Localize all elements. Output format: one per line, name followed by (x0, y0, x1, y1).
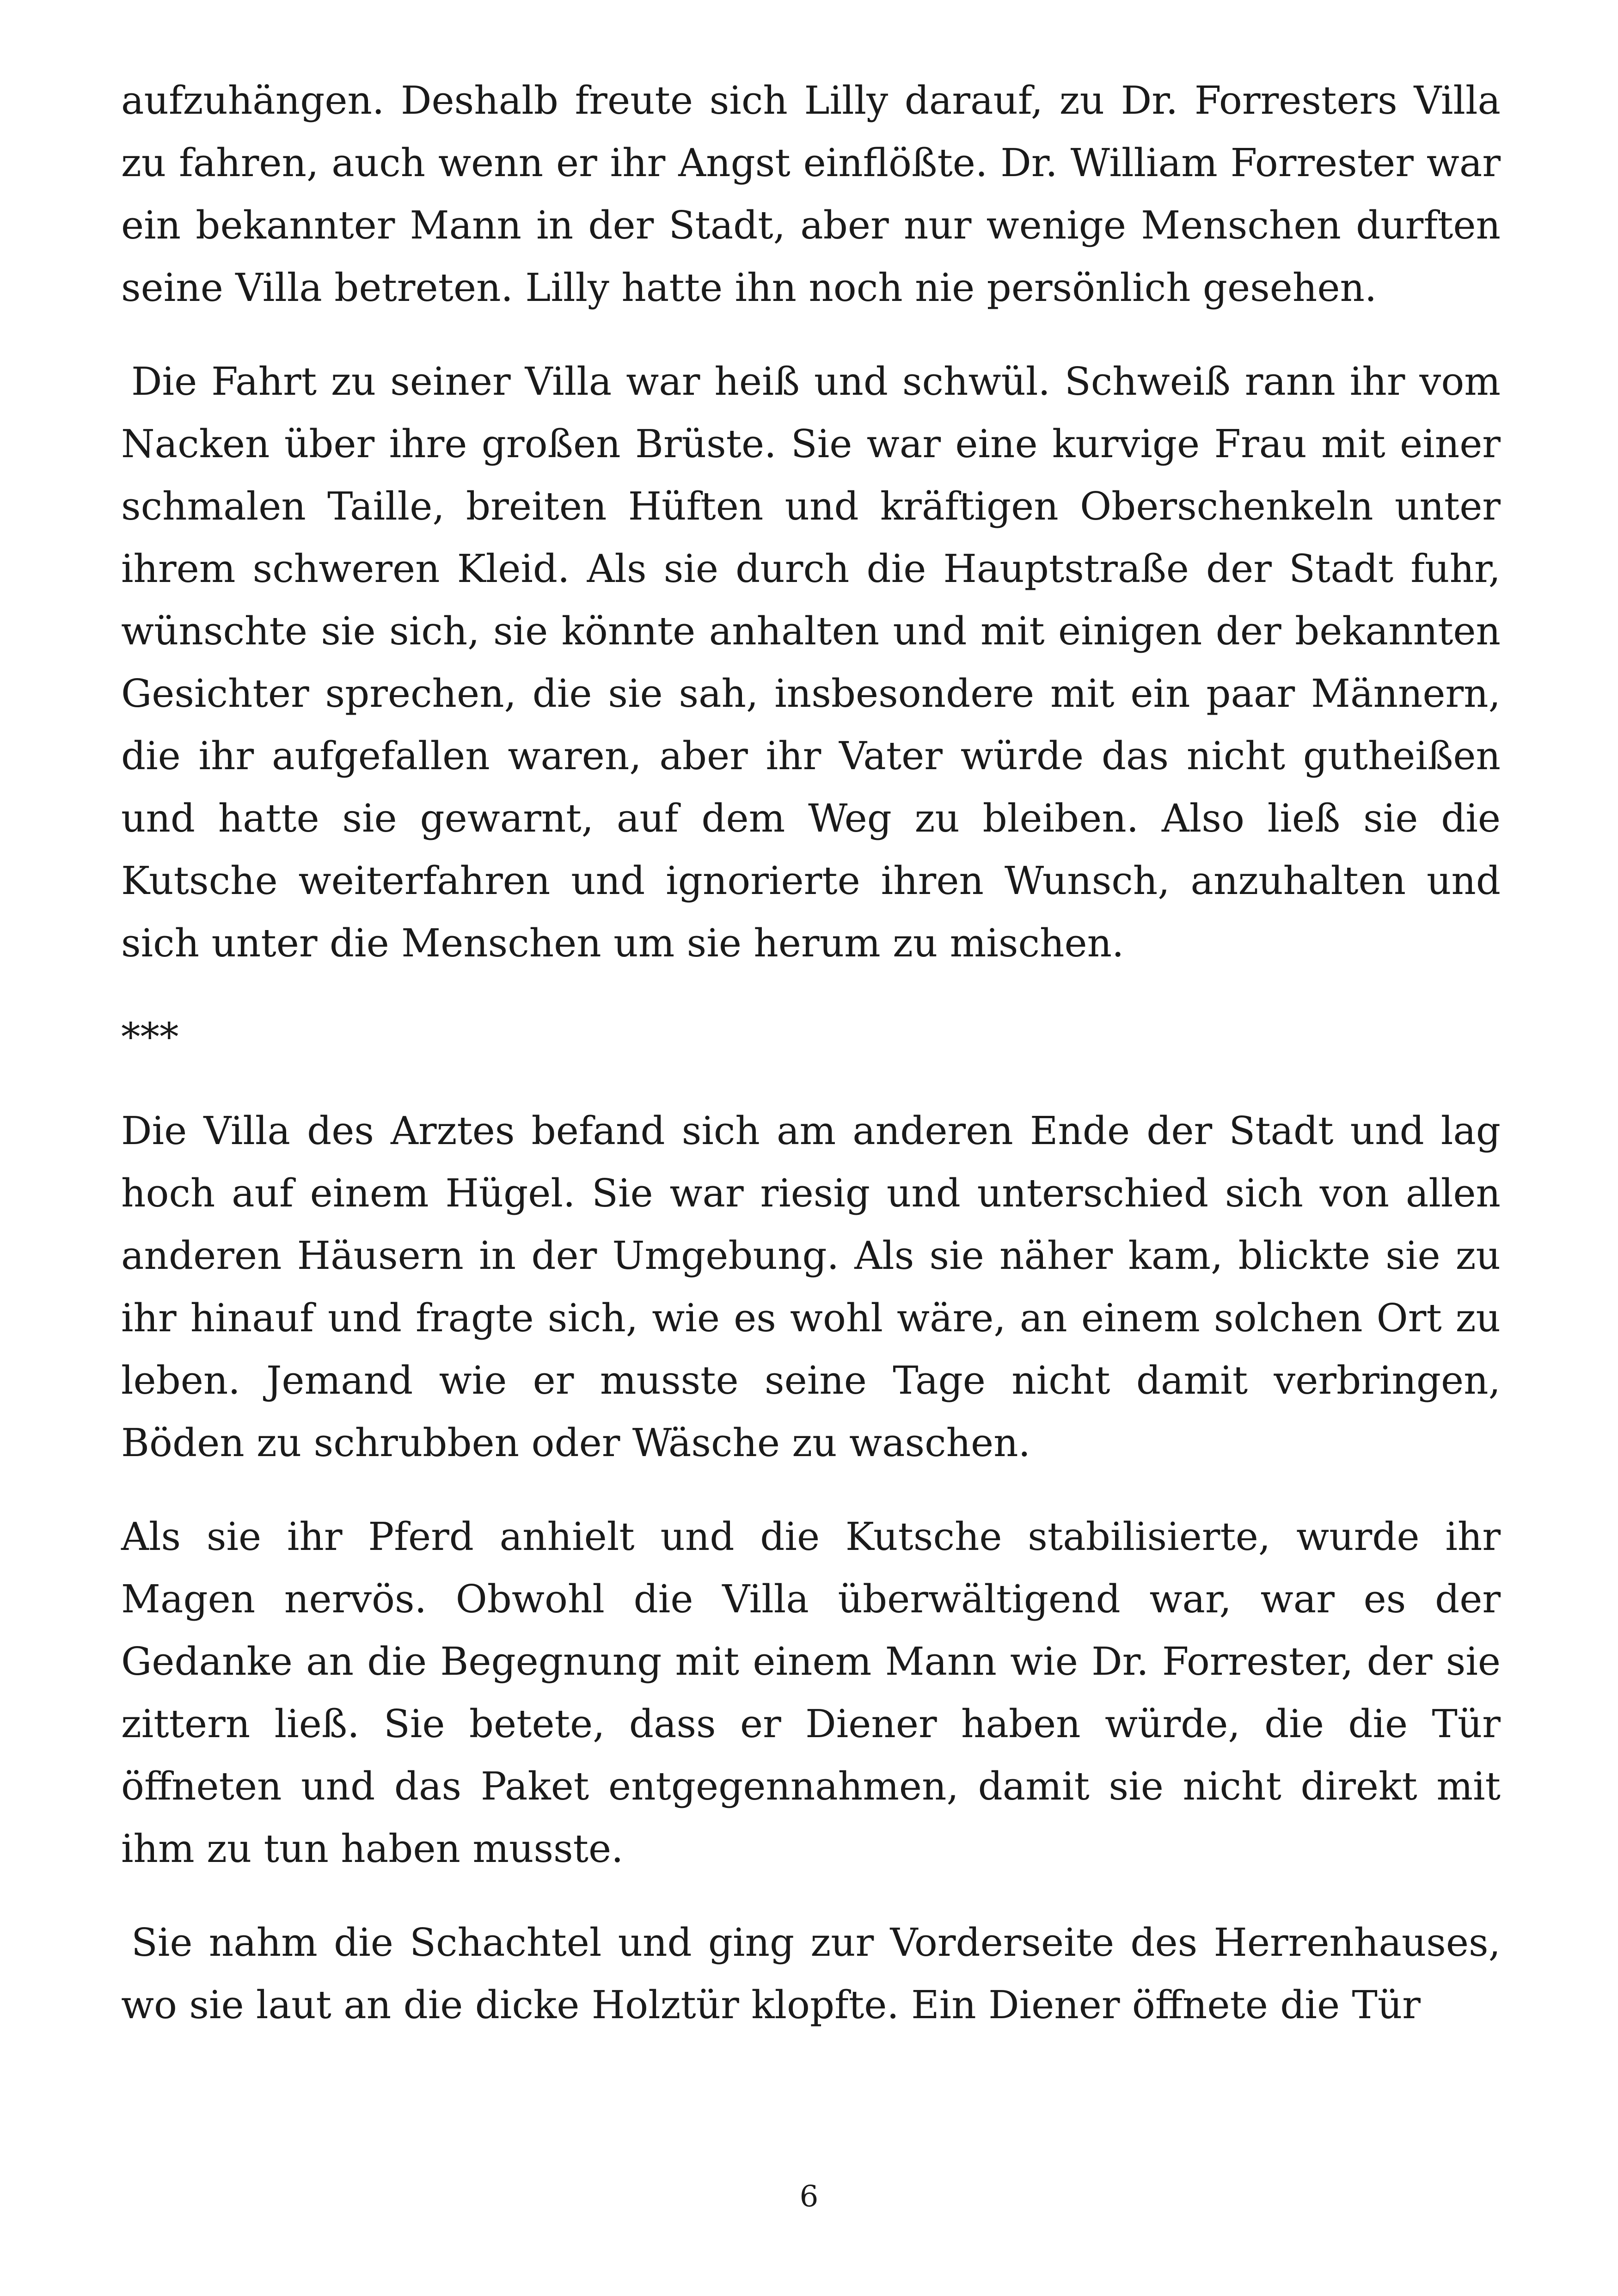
page-number: 6 (799, 2180, 819, 2214)
paragraph-5: Sie nahm die Schachtel und ging zur Vorderseite des Herrenhauses, wo sie laut an die dicke Holztür klopfte. Ein Diener öffnete die Tür (121, 1920, 1501, 2027)
paragraph-2: Die Fahrt zu seiner Villa war heiß und schwül. Schweiß rann ihr vom Nacken über ihre großen Brüste. Sie war eine kurvige Frau mit einer schmalen Taille, breiten Hüften und kräftigen Oberschenkeln unter ihrem schweren Kleid. Als sie durch die Hauptstraße der Stadt fuhr, wünschte sie sich, sie könnte anhalten und mit einigen der bekannten Gesichter sprechen, die sie sah, insbesondere mit ein paar Männern, die ihr aufgefallen waren, aber ihr Vater würde das nicht gutheißen und hatte sie gewarnt, auf dem Weg zu bleiben. Also ließ sie die Kutsche weiterfahren und ignorierte ihren Wunsch, anzuhalten und sich unter die Menschen um sie herum zu mischen. (121, 359, 1501, 966)
paragraph-1: aufzuhängen. Deshalb freute sich Lilly darauf, zu Dr. Forresters Villa zu fahren, auch wenn er ihr Angst einflößte. Dr. William Forrester war ein bekannter Mann in der Stadt, aber nur wenige Menschen durften seine Villa betreten. Lilly hatte ihn noch nie persönlich gesehen. (121, 78, 1501, 310)
body-text (121, 69, 1501, 2036)
paragraph-3: Die Villa des Arztes befand sich am anderen Ende der Stadt und lag hoch auf einem Hügel. Sie war riesig und unterschied sich von allen anderen Häusern in der Umgebung. Als sie näher kam, blickte sie zu ihr hinauf und fragte sich, wie es wohl wäre, an einem solchen Ort zu leben. Jemand wie er musste seine Tage nicht damit verbringen, Böden zu schrubben oder Wäsche zu waschen. (121, 1108, 1501, 1465)
section-separator: *** (121, 1015, 179, 1059)
paragraph-4: Als sie ihr Pferd anhielt und die Kutsche stabilisierte, wurde ihr Magen nervös. Obwohl die Villa überwältigend war, war es der Gedanke an die Begegnung mit einem Mann wie Dr. Forrester, der sie zittern ließ. Sie betete, dass er Diener haben würde, die die Tür öffneten und das Paket entgegennahmen, damit sie nicht direkt mit ihm zu tun haben musste. (121, 1514, 1501, 1871)
